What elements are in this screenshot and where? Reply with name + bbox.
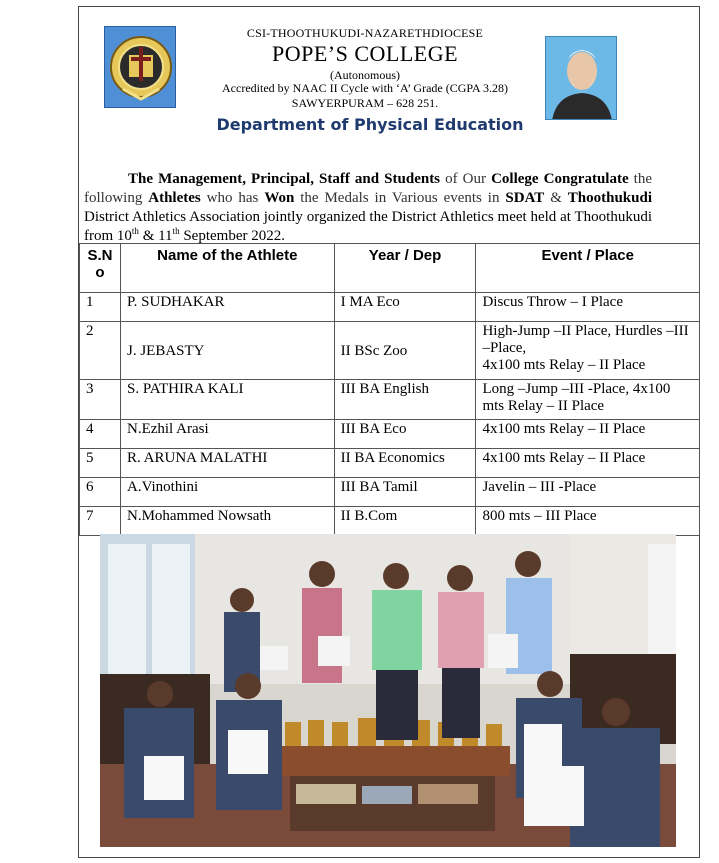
cell-year: III BA Eco (334, 420, 476, 449)
header-sno: S.N o (80, 244, 121, 293)
cell-sno: 3 (80, 380, 121, 420)
cell-year: II BA Economics (334, 449, 476, 478)
autonomous-label: (Autonomous) (330, 68, 400, 82)
cell-event: 4x100 mts Relay – II Place (476, 420, 700, 449)
cell-sno: 1 (80, 293, 121, 322)
diocese-name: CSI-THOOTHUKUDI-NAZARETHDIOCESE (246, 26, 484, 40)
department-title: Department of Physical Education (216, 115, 524, 134)
cell-sno: 2 (80, 322, 121, 380)
event-line: High-Jump –II Place, Hurdles –III –Place, (482, 323, 689, 356)
cell-event: 800 mts – III Place (476, 507, 700, 536)
cell-year: II B.Com (334, 507, 476, 536)
para-text: who has (200, 190, 265, 206)
para-text: District Athletics Association jointly organized the District Athletics meet held at Thoothukudi from 10 (84, 209, 652, 244)
athletes-table (79, 243, 700, 536)
cell-name: A.Vinothini (120, 478, 334, 507)
table-row (80, 420, 700, 449)
cell-event: 4x100 mts Relay – II Place (476, 449, 700, 478)
cell-sno: 5 (80, 449, 121, 478)
header-name: Name of the Athlete (120, 244, 334, 293)
cell-name: N.Mohammed Nowsath (120, 507, 334, 536)
table-row (80, 322, 700, 380)
cell-name: R. ARUNA MALATHI (120, 449, 334, 478)
cell-event (476, 322, 700, 380)
cell-year: III BA Tamil (334, 478, 476, 507)
cell-name: S. PATHIRA KALI (120, 380, 334, 420)
cell-name: J. JEBASTY (120, 322, 334, 380)
para-bold-sdat: SDAT (505, 190, 545, 206)
cell-sno: 6 (80, 478, 121, 507)
table-header-row (80, 244, 700, 293)
para-superscript: th (172, 226, 180, 236)
table-row (80, 478, 700, 507)
para-text: the Medals in Various events in (294, 190, 506, 206)
header-year: Year / Dep (334, 244, 476, 293)
para-bold-won: Won (264, 190, 295, 206)
table-row (80, 449, 700, 478)
header-event: Event / Place (476, 244, 700, 293)
cell-sno: 7 (80, 507, 121, 536)
para-bold-management: The Management, Principal, Staff and Students (128, 171, 441, 187)
cell-year: I MA Eco (334, 293, 476, 322)
college-address: SAWYERPURAM – 628 251. (291, 96, 439, 110)
para-bold-college: College Congratulate (491, 171, 629, 187)
table-row (80, 380, 700, 420)
college-logo (104, 26, 176, 108)
para-text: of Our (440, 171, 492, 187)
cell-name: P. SUDHAKAR (120, 293, 334, 322)
table-row (80, 293, 700, 322)
accreditation-text: Accredited by NAAC II Cycle with ‘A’ Grade (CGPA 3.28) (222, 81, 508, 95)
event-line: 4x100 mts Relay – II Place (482, 357, 646, 373)
cell-sno: 4 (80, 420, 121, 449)
cell-year: III BA English (334, 380, 476, 420)
congratulation-paragraph (84, 170, 652, 246)
para-bold-athletes: Athletes (148, 190, 201, 206)
para-text: September 2022. (179, 228, 285, 244)
cell-event: Javelin – III -Place (476, 478, 700, 507)
para-superscript: th (131, 226, 139, 236)
college-name: POPE’S COLLEGE (271, 41, 459, 66)
athletes-group-photo (100, 534, 676, 847)
para-bold-thoothukudi: Thoothukudi (567, 190, 653, 206)
cell-year: II BSc Zoo (334, 322, 476, 380)
para-text: & 11 (138, 228, 173, 244)
para-text: the following (84, 171, 653, 206)
para-text: & (544, 190, 568, 206)
founder-portrait (545, 36, 617, 120)
cell-event: Long –Jump –III -Place, 4x100 mts Relay – II Place (476, 380, 700, 420)
cell-name: N.Ezhil Arasi (120, 420, 334, 449)
table-row (80, 507, 700, 536)
cell-event: Discus Throw – I Place (476, 293, 700, 322)
